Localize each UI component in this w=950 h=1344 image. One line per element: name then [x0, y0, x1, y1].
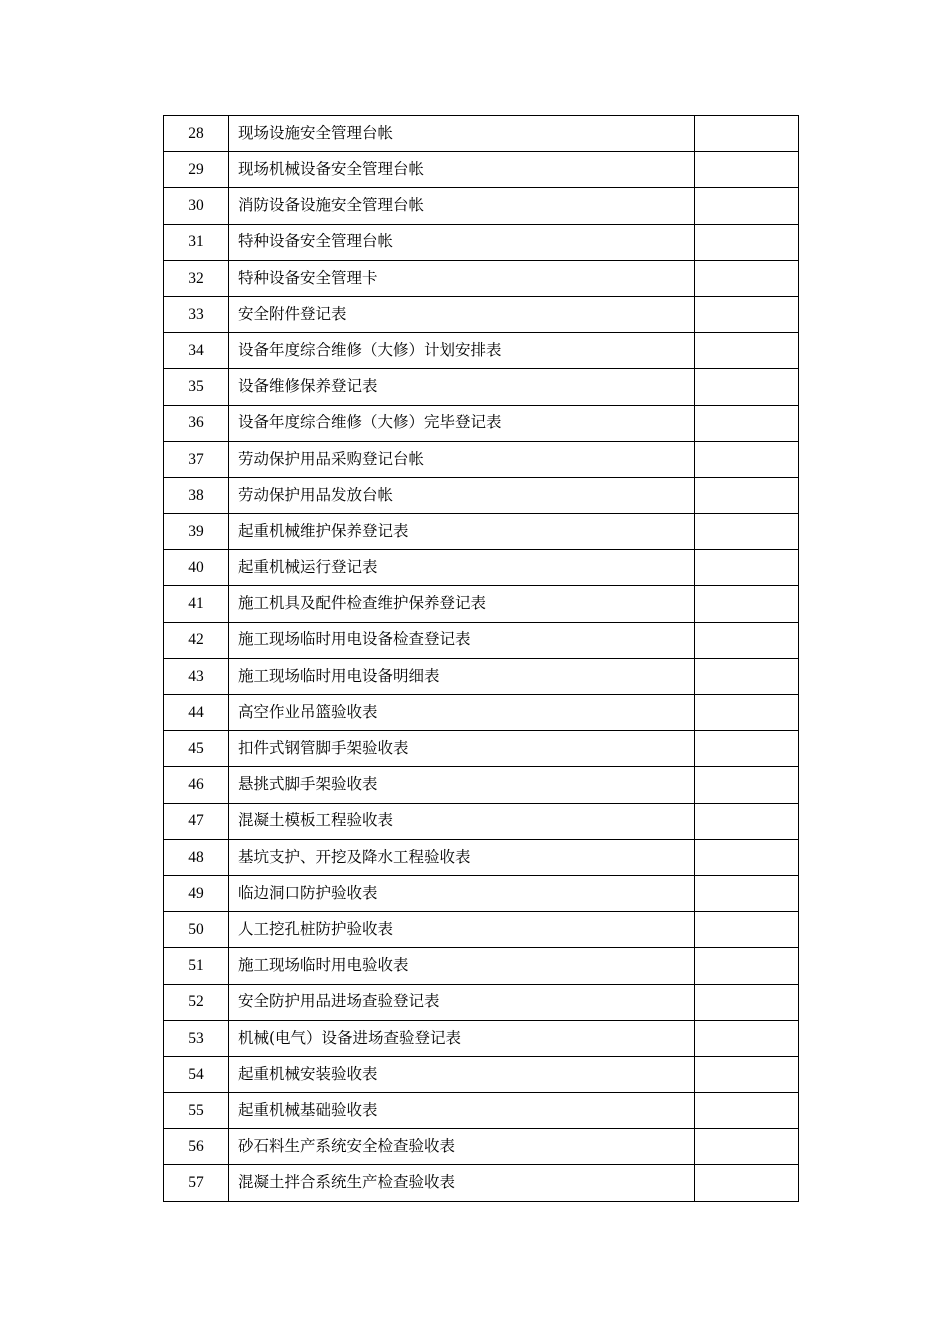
row-number-cell: 45 [164, 731, 229, 767]
remark-cell [695, 658, 799, 694]
remark-cell [695, 731, 799, 767]
row-number-cell: 56 [164, 1129, 229, 1165]
row-number-cell: 35 [164, 369, 229, 405]
table-row [164, 188, 799, 224]
record-title-cell: 特种设备安全管理台帐 [229, 224, 695, 260]
table-row [164, 260, 799, 296]
record-title-cell: 施工机具及配件检查维护保养登记表 [229, 586, 695, 622]
record-title-cell: 基坑支护、开挖及降水工程验收表 [229, 839, 695, 875]
remark-cell [695, 948, 799, 984]
remark-cell [695, 333, 799, 369]
row-number-cell: 54 [164, 1056, 229, 1092]
remark-cell [695, 188, 799, 224]
remark-cell [695, 767, 799, 803]
remark-cell [695, 441, 799, 477]
row-number-cell: 36 [164, 405, 229, 441]
remark-cell [695, 296, 799, 332]
record-title-cell: 施工现场临时用电设备明细表 [229, 658, 695, 694]
remark-cell [695, 224, 799, 260]
row-number-cell: 49 [164, 875, 229, 911]
record-title-cell: 现场机械设备安全管理台帐 [229, 152, 695, 188]
remark-cell [695, 369, 799, 405]
row-number-cell: 55 [164, 1093, 229, 1129]
record-title-cell: 劳动保护用品发放台帐 [229, 477, 695, 513]
row-number-cell: 37 [164, 441, 229, 477]
remark-cell [695, 514, 799, 550]
row-number-cell: 57 [164, 1165, 229, 1201]
remark-cell [695, 1020, 799, 1056]
table-row [164, 984, 799, 1020]
remark-cell [695, 152, 799, 188]
row-number-cell: 51 [164, 948, 229, 984]
record-title-cell: 设备维修保养登记表 [229, 369, 695, 405]
row-number-cell: 40 [164, 550, 229, 586]
record-title-cell: 起重机械维护保养登记表 [229, 514, 695, 550]
record-title-cell: 悬挑式脚手架验收表 [229, 767, 695, 803]
remark-cell [695, 550, 799, 586]
row-number-cell: 41 [164, 586, 229, 622]
row-number-cell: 34 [164, 333, 229, 369]
row-number-cell: 53 [164, 1020, 229, 1056]
row-number-cell: 38 [164, 477, 229, 513]
remark-cell [695, 912, 799, 948]
row-number-cell: 28 [164, 116, 229, 152]
table-row [164, 731, 799, 767]
row-number-cell: 33 [164, 296, 229, 332]
row-number-cell: 42 [164, 622, 229, 658]
record-title-cell: 高空作业吊篮验收表 [229, 695, 695, 731]
table-row [164, 695, 799, 731]
row-number-cell: 50 [164, 912, 229, 948]
table-row [164, 586, 799, 622]
record-title-cell: 施工现场临时用电设备检查登记表 [229, 622, 695, 658]
table-row [164, 514, 799, 550]
table-row [164, 369, 799, 405]
record-title-cell: 人工挖孔桩防护验收表 [229, 912, 695, 948]
record-title-cell: 混凝土模板工程验收表 [229, 803, 695, 839]
remark-cell [695, 984, 799, 1020]
record-title-cell: 特种设备安全管理卡 [229, 260, 695, 296]
table-row [164, 1056, 799, 1092]
table-body [164, 116, 799, 1202]
record-title-cell: 设备年度综合维修（大修）完毕登记表 [229, 405, 695, 441]
table-row [164, 116, 799, 152]
row-number-cell: 39 [164, 514, 229, 550]
remark-cell [695, 116, 799, 152]
row-number-cell: 29 [164, 152, 229, 188]
table-row [164, 839, 799, 875]
table-row [164, 622, 799, 658]
remark-cell [695, 875, 799, 911]
remark-cell [695, 260, 799, 296]
record-list-table [163, 115, 799, 1202]
table-row [164, 767, 799, 803]
table-row [164, 948, 799, 984]
record-title-cell: 安全附件登记表 [229, 296, 695, 332]
row-number-cell: 52 [164, 984, 229, 1020]
record-title-cell: 起重机械基础验收表 [229, 1093, 695, 1129]
remark-cell [695, 1129, 799, 1165]
record-title-cell: 起重机械安装验收表 [229, 1056, 695, 1092]
table-row [164, 405, 799, 441]
remark-cell [695, 622, 799, 658]
remark-cell [695, 803, 799, 839]
remark-cell [695, 586, 799, 622]
record-title-cell: 砂石料生产系统安全检查验收表 [229, 1129, 695, 1165]
row-number-cell: 48 [164, 839, 229, 875]
remark-cell [695, 695, 799, 731]
record-title-cell: 扣件式钢管脚手架验收表 [229, 731, 695, 767]
table-row [164, 803, 799, 839]
record-title-cell: 混凝土拌合系统生产检查验收表 [229, 1165, 695, 1201]
row-number-cell: 32 [164, 260, 229, 296]
record-title-cell: 消防设备设施安全管理台帐 [229, 188, 695, 224]
table-row [164, 441, 799, 477]
row-number-cell: 30 [164, 188, 229, 224]
row-number-cell: 47 [164, 803, 229, 839]
table-row [164, 224, 799, 260]
remark-cell [695, 1056, 799, 1092]
table-row [164, 550, 799, 586]
record-title-cell: 施工现场临时用电验收表 [229, 948, 695, 984]
remark-cell [695, 839, 799, 875]
remark-cell [695, 1093, 799, 1129]
table-row [164, 1020, 799, 1056]
record-title-cell: 安全防护用品进场查验登记表 [229, 984, 695, 1020]
table-row [164, 658, 799, 694]
table-row [164, 477, 799, 513]
record-title-cell: 临边洞口防护验收表 [229, 875, 695, 911]
record-title-cell: 设备年度综合维修（大修）计划安排表 [229, 333, 695, 369]
row-number-cell: 44 [164, 695, 229, 731]
table-row [164, 912, 799, 948]
table-row [164, 1093, 799, 1129]
table-row [164, 333, 799, 369]
row-number-cell: 43 [164, 658, 229, 694]
remark-cell [695, 405, 799, 441]
table-row [164, 875, 799, 911]
table-row [164, 1129, 799, 1165]
record-title-cell: 劳动保护用品采购登记台帐 [229, 441, 695, 477]
row-number-cell: 46 [164, 767, 229, 803]
table-row [164, 1165, 799, 1201]
record-title-cell: 现场设施安全管理台帐 [229, 116, 695, 152]
table-row [164, 296, 799, 332]
table-row [164, 152, 799, 188]
record-title-cell: 机械(电气）设备进场查验登记表 [229, 1020, 695, 1056]
row-number-cell: 31 [164, 224, 229, 260]
record-title-cell: 起重机械运行登记表 [229, 550, 695, 586]
remark-cell [695, 1165, 799, 1201]
remark-cell [695, 477, 799, 513]
